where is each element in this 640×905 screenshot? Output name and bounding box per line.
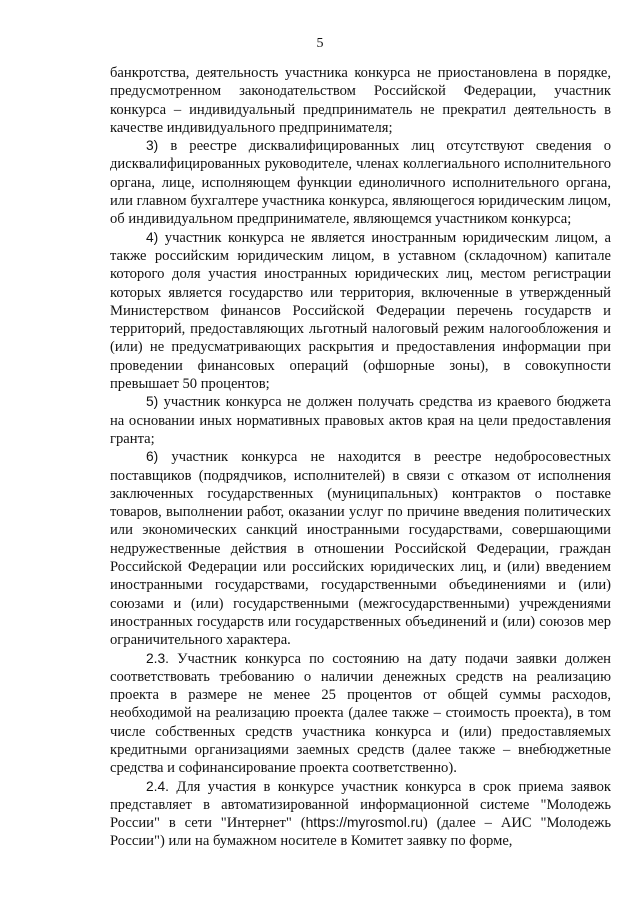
item-number: 6) — [146, 449, 159, 465]
paragraph-continuation — [110, 64, 611, 137]
document-body — [110, 64, 611, 851]
paragraph-item-5 — [110, 393, 611, 448]
page-number: 5 — [316, 36, 324, 51]
website-link[interactable]: https://myrosmol.ru — [305, 815, 423, 831]
paragraph-text: ) (далее – АИС "Молодежь России") или на бумажном носителе в Комитет заявку по форме, — [110, 815, 611, 850]
item-number: 4) — [146, 229, 159, 245]
paragraph-text: Участник конкурса по состоянию на дату подачи заявки должен соответствовать требованию о наличии денежных средств на реализацию проекта в размере не менее 25 процентов от общей суммы расходов, необходимой на реализацию проекта (далее также – стоимость проекта), в том числе собственных средств участника конкурса и (или) предоставляемых кредитными организациями заемных средств (далее также – внебюджетные средства и софинансирование проекта соответственно). — [110, 650, 611, 777]
paragraph-item-4 — [110, 229, 611, 394]
item-number: 5) — [146, 394, 159, 410]
section-number: 2.4. — [146, 778, 170, 794]
item-number: 3) — [146, 138, 159, 154]
paragraph-item-6 — [110, 448, 611, 649]
paragraph-text: участник конкурса не является иностранным юридическим лицом, а также российским юридическим лицом, в уставном (складочном) капитале которого доля участия иностранных юридических лиц, местом регистрации которых является государство или территория, включенные в утвержденный Министерством финансов Российской Федерации перечень государств и территорий, предоставляющих льготный налоговый режим налогообложения и (или) не предусматривающих раскрытия и предоставления информации при проведении финансовых операций (офшорные зоны), в совокупности превышает 50 процентов; — [110, 229, 611, 393]
section-number: 2.3. — [146, 650, 170, 666]
paragraph-section-2-4 — [110, 778, 611, 851]
paragraph-text: участник конкурса не должен получать средства из краевого бюджета на основании иных нормативных правовых актов края на цели предоставления гранта; — [110, 394, 611, 447]
paragraph-item-3 — [110, 137, 611, 228]
paragraph-text: в реестре дисквалифицированных лиц отсутствуют сведения о дисквалифицированных руководителе, членах коллегиального исполнительного органа, лице, исполняющем функции единоличного исполнительного органа, или главном бухгалтере участника конкурса, являющегося юридическим лицом, об индивидуальном предпринимателе, являющемся участником конкурса; — [110, 138, 611, 228]
paragraph-text: участник конкурса не находится в реестре недобросовестных поставщиков (подрядчиков, исполнителей) в связи с отказом от исполнения заключенных государственных (муниципальных) контрактов о поставке товаров, выполнении работ, оказании услуг по причине введения политических или экономических санкций иностранными государствами, совершающими недружественные действия в отношении Российской Федерации, граждан Российской Федерации или российских юридических лиц, и (или) введением иностранными государствами, государственными объединениями и (или) союзами и (или) государственными (межгосударственными) учреждениями иностранных государств или государственных объединений и (или) союзов мер ограничительного характера. — [110, 449, 611, 649]
paragraph-text: банкротства, деятельность участника конкурса не приостановлена в порядке, предусмотренном законодательством Российской Федерации, участник конкурса – индивидуальный предприниматель не прекратил деятельность в качестве индивидуального предпринимателя; — [110, 65, 611, 136]
paragraph-section-2-3 — [110, 650, 611, 778]
paragraph-text: Для участия в конкурсе участник конкурса в срок приема заявок представляет в автоматизированной информационной системе "Молодежь России" в сети "Интернет" ( — [110, 778, 611, 832]
